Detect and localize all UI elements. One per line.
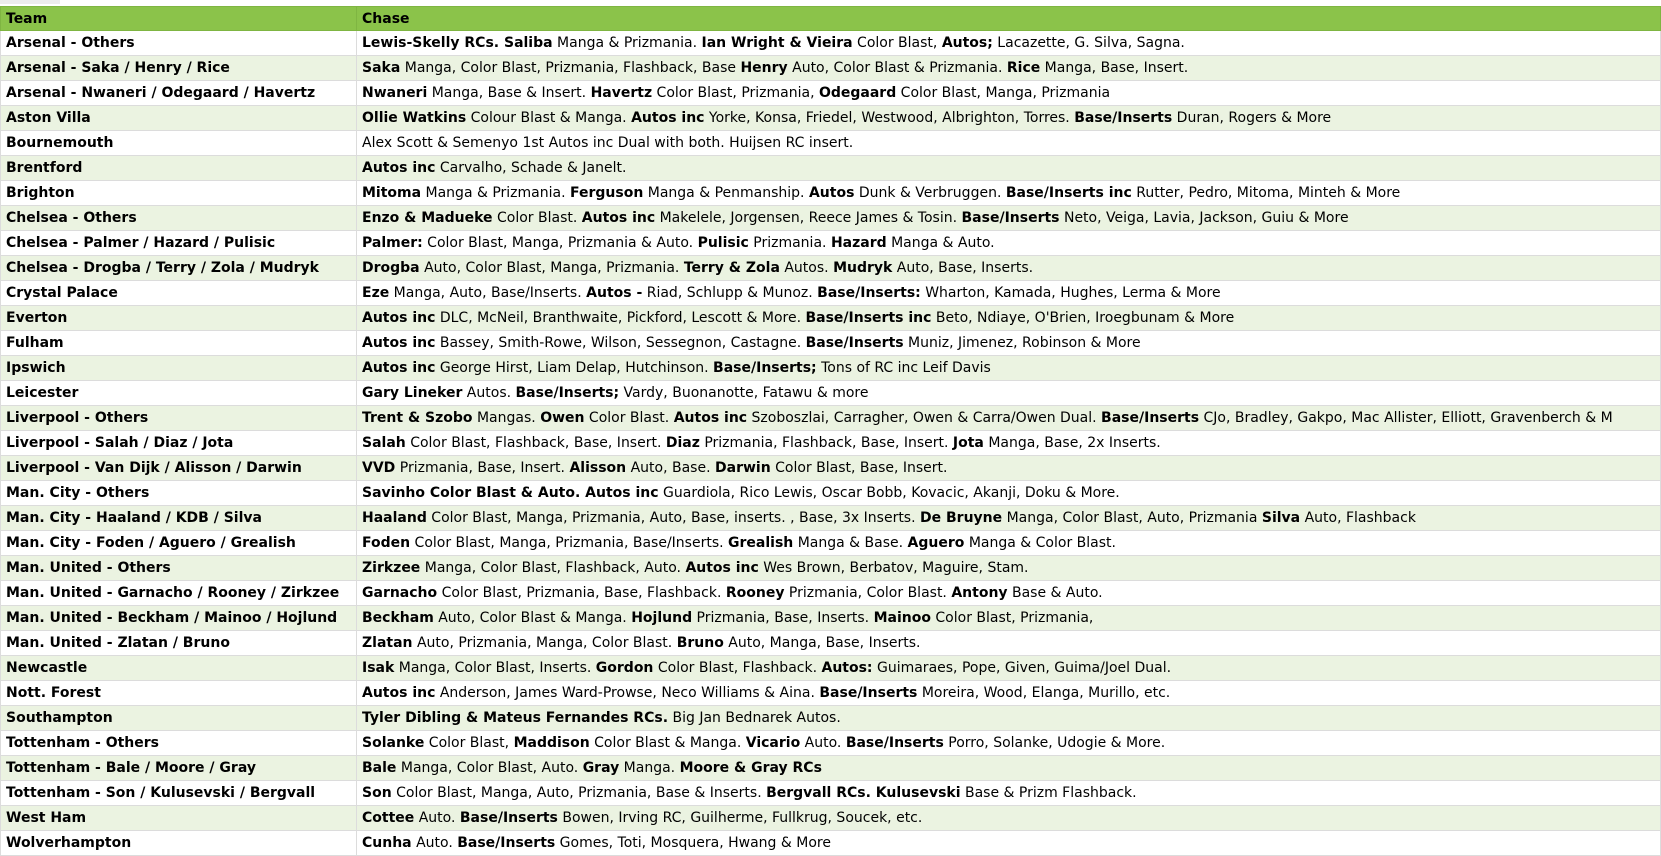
chase-cell[interactable] bbox=[357, 181, 1661, 206]
table-row bbox=[1, 581, 1661, 606]
chase-highlight: Odegaard bbox=[818, 85, 897, 101]
chase-text: Autos. bbox=[462, 385, 516, 401]
chase-highlight: Garnacho bbox=[362, 585, 438, 601]
team-cell[interactable]: Nott. Forest bbox=[1, 681, 357, 706]
header-row bbox=[1, 7, 1661, 31]
team-cell[interactable]: Liverpool - Salah / Diaz / Jota bbox=[1, 431, 357, 456]
chase-text: Makelele, Jorgensen, Reece James & Tosin. bbox=[655, 210, 962, 226]
chase-highlight: Base/Inserts bbox=[459, 810, 558, 826]
chase-text: Color Blast & Manga. bbox=[589, 735, 746, 751]
chase-highlight: Zirkzee bbox=[362, 560, 421, 576]
chase-highlight: Moore & Gray RCs bbox=[679, 760, 822, 776]
team-cell[interactable]: Tottenham - Son / Kulusevski / Bergvall bbox=[1, 781, 357, 806]
chase-highlight: Ian Wright & Vieira bbox=[701, 35, 853, 51]
header-team[interactable]: Team bbox=[1, 7, 357, 31]
chase-text: Carvalho, Schade & Janelt. bbox=[435, 160, 627, 176]
chase-highlight: Autos; bbox=[941, 35, 993, 51]
chase-highlight: Rice bbox=[1006, 60, 1041, 76]
team-cell[interactable]: Ipswich bbox=[1, 356, 357, 381]
chase-cell[interactable] bbox=[357, 506, 1661, 531]
chase-text: Color Blast. bbox=[584, 410, 674, 426]
table-row bbox=[1, 531, 1661, 556]
chase-cell[interactable] bbox=[357, 656, 1661, 681]
chase-text: Manga & Prizmania. bbox=[552, 35, 702, 51]
team-cell[interactable]: Arsenal - Others bbox=[1, 31, 357, 56]
table-row bbox=[1, 231, 1661, 256]
chase-text: Dunk & Verbruggen. bbox=[854, 185, 1006, 201]
header-chase[interactable]: Chase bbox=[357, 7, 1661, 31]
chase-highlight: Base/Inserts bbox=[845, 735, 944, 751]
table-row bbox=[1, 131, 1661, 156]
chase-cell[interactable] bbox=[357, 206, 1661, 231]
chase-text: Manga & Color Blast. bbox=[964, 535, 1116, 551]
chase-highlight: Savinho Color Blast & Auto. Autos inc bbox=[362, 485, 659, 501]
team-cell[interactable]: Chelsea - Drogba / Terry / Zola / Mudryk bbox=[1, 256, 357, 281]
chase-highlight: Mudryk bbox=[833, 260, 893, 276]
chase-text: Color Blast, Prizmania, Base, Flashback. bbox=[437, 585, 726, 601]
table-body bbox=[1, 31, 1661, 856]
table-row bbox=[1, 456, 1661, 481]
chase-cell[interactable] bbox=[357, 831, 1661, 856]
team-cell[interactable]: Fulham bbox=[1, 331, 357, 356]
chase-cell[interactable] bbox=[357, 481, 1661, 506]
chase-highlight: Beckham bbox=[362, 610, 434, 626]
chase-highlight: Saka bbox=[362, 60, 401, 76]
chase-cell[interactable] bbox=[357, 331, 1661, 356]
chase-cell[interactable] bbox=[357, 781, 1661, 806]
team-cell[interactable]: Man. City - Others bbox=[1, 481, 357, 506]
chase-text: CJo, Bradley, Gakpo, Mac Allister, Elliott, Gravenberch & M bbox=[1199, 410, 1613, 426]
chase-highlight: Enzo & Madueke bbox=[362, 210, 493, 226]
chase-text: Color Blast, Prizmania, bbox=[652, 85, 819, 101]
chase-cell[interactable] bbox=[357, 531, 1661, 556]
chase-highlight: Autos inc bbox=[362, 685, 436, 701]
team-chase-table bbox=[0, 6, 1661, 856]
table-row bbox=[1, 181, 1661, 206]
team-cell[interactable]: Everton bbox=[1, 306, 357, 331]
chase-text: Auto, Base, Inserts. bbox=[892, 260, 1034, 276]
chase-text: Rutter, Pedro, Mitoma, Minteh & More bbox=[1131, 185, 1401, 201]
chase-text: Manga, Auto, Base/Inserts. bbox=[389, 285, 587, 301]
team-cell[interactable]: Liverpool - Others bbox=[1, 406, 357, 431]
table-row bbox=[1, 756, 1661, 781]
chase-cell[interactable] bbox=[357, 806, 1661, 831]
chase-text: Manga, Color Blast, Auto. bbox=[396, 760, 583, 776]
chase-text: Auto, Manga, Base, Inserts. bbox=[723, 635, 921, 651]
chase-text: Auto. bbox=[414, 810, 460, 826]
chase-cell[interactable] bbox=[357, 106, 1661, 131]
chase-text: Auto, Color Blast & Manga. bbox=[433, 610, 632, 626]
chase-highlight: Tyler Dibling & Mateus Fernandes RCs. bbox=[362, 710, 669, 726]
table-row bbox=[1, 81, 1661, 106]
chase-cell[interactable] bbox=[357, 556, 1661, 581]
chase-cell[interactable] bbox=[357, 281, 1661, 306]
chase-text: Manga & Prizmania. bbox=[421, 185, 570, 201]
table-row bbox=[1, 481, 1661, 506]
chase-highlight: Gray bbox=[582, 760, 620, 776]
chase-highlight: Cottee bbox=[362, 810, 415, 826]
table-row bbox=[1, 381, 1661, 406]
chase-highlight: Base/Inserts: bbox=[817, 285, 921, 301]
chase-text: Manga, Base, 2x Inserts. bbox=[983, 435, 1161, 451]
team-cell[interactable]: Man. United - Garnacho / Rooney / Zirkzee bbox=[1, 581, 357, 606]
table-row bbox=[1, 706, 1661, 731]
chase-highlight: Autos bbox=[808, 185, 855, 201]
chase-text: Manga, Color Blast, Auto, Prizmania bbox=[1002, 510, 1262, 526]
chase-text: Manga, Base, Insert. bbox=[1040, 60, 1189, 76]
chase-text: Prizmania, Base, Insert. bbox=[395, 460, 570, 476]
chase-highlight: Foden bbox=[362, 535, 411, 551]
chase-highlight: Base/Inserts bbox=[1074, 110, 1173, 126]
chase-highlight: Darwin bbox=[715, 460, 771, 476]
chase-cell[interactable] bbox=[357, 731, 1661, 756]
table-row bbox=[1, 331, 1661, 356]
chase-text: Auto, Color Blast, Manga, Prizmania. bbox=[419, 260, 684, 276]
chase-text: Color Blast, Manga, Prizmania, Base/Inserts. bbox=[410, 535, 729, 551]
team-cell[interactable]: Brentford bbox=[1, 156, 357, 181]
chase-highlight: Owen bbox=[540, 410, 585, 426]
chase-text: Bowen, Irving RC, Guilherme, Fullkrug, Soucek, etc. bbox=[557, 810, 923, 826]
chase-highlight: Son bbox=[362, 785, 392, 801]
chase-text: Color Blast, bbox=[852, 35, 942, 51]
team-cell[interactable]: Man. United - Beckham / Mainoo / Hojlund bbox=[1, 606, 357, 631]
chase-highlight: Eze bbox=[362, 285, 390, 301]
table-row bbox=[1, 281, 1661, 306]
chase-text: Base & Prizm Flashback. bbox=[960, 785, 1137, 801]
chase-text: Porro, Solanke, Udogie & More. bbox=[943, 735, 1166, 751]
chase-highlight: Base/Inserts inc bbox=[805, 310, 932, 326]
chase-highlight: Hojlund bbox=[631, 610, 693, 626]
chase-cell[interactable] bbox=[357, 706, 1661, 731]
chase-highlight: Hazard bbox=[830, 235, 887, 251]
table-row bbox=[1, 431, 1661, 456]
team-cell[interactable]: Wolverhampton bbox=[1, 831, 357, 856]
chase-text: Auto, Base. bbox=[626, 460, 715, 476]
chase-text: Manga, Base & Insert. bbox=[427, 85, 591, 101]
chase-highlight: VVD bbox=[362, 460, 396, 476]
chase-highlight: Pulisic bbox=[697, 235, 749, 251]
chase-text: Color Blast, Base, Insert. bbox=[770, 460, 948, 476]
chase-text: Manga, Color Blast, Prizmania, Flashback, Base bbox=[400, 60, 741, 76]
team-cell[interactable]: Man. United - Others bbox=[1, 556, 357, 581]
chase-cell[interactable] bbox=[357, 231, 1661, 256]
chase-text: Auto, Prizmania, Manga, Color Blast. bbox=[412, 635, 677, 651]
chase-highlight: Salah bbox=[362, 435, 406, 451]
table-row bbox=[1, 56, 1661, 81]
chase-text: Color Blast, Manga, Prizmania bbox=[896, 85, 1111, 101]
chase-highlight: Base/Inserts bbox=[457, 835, 556, 851]
chase-text: Yorke, Konsa, Friedel, Westwood, Albrighton, Torres. bbox=[704, 110, 1075, 126]
chase-text: Neto, Veiga, Lavia, Jackson, Guiu & More bbox=[1059, 210, 1349, 226]
chase-text: Szoboszlai, Carragher, Owen & Carra/Owen Dual. bbox=[747, 410, 1102, 426]
team-cell[interactable]: Leicester bbox=[1, 381, 357, 406]
table-row bbox=[1, 406, 1661, 431]
chase-text: Anderson, James Ward-Prowse, Neco Williams & Aina. bbox=[435, 685, 820, 701]
chase-text: Manga & Base. bbox=[793, 535, 908, 551]
chase-highlight: Base/Inserts bbox=[961, 210, 1060, 226]
chase-highlight: Antony bbox=[951, 585, 1008, 601]
chase-text: Auto. bbox=[411, 835, 458, 851]
chase-highlight: Henry bbox=[740, 60, 788, 76]
chase-highlight: Terry & Zola bbox=[683, 260, 780, 276]
chase-highlight: Rooney bbox=[725, 585, 785, 601]
chase-text: Color Blast, bbox=[424, 735, 514, 751]
chase-cell[interactable] bbox=[357, 631, 1661, 656]
table-row bbox=[1, 656, 1661, 681]
chase-text: Big Jan Bednarek Autos. bbox=[668, 710, 841, 726]
chase-cell[interactable] bbox=[357, 406, 1661, 431]
chase-cell[interactable] bbox=[357, 306, 1661, 331]
table-row bbox=[1, 731, 1661, 756]
chase-cell[interactable] bbox=[357, 131, 1661, 156]
chase-highlight: Aguero bbox=[907, 535, 965, 551]
chase-highlight: Gary Lineker bbox=[362, 385, 463, 401]
chase-text: Color Blast. bbox=[492, 210, 582, 226]
chase-cell[interactable] bbox=[357, 156, 1661, 181]
team-cell[interactable]: Man. City - Haaland / KDB / Silva bbox=[1, 506, 357, 531]
chase-text: George Hirst, Liam Delap, Hutchinson. bbox=[435, 360, 714, 376]
team-cell[interactable]: Crystal Palace bbox=[1, 281, 357, 306]
chase-text: Muniz, Jimenez, Robinson & More bbox=[903, 335, 1141, 351]
chase-text: Prizmania. bbox=[748, 235, 831, 251]
chase-highlight: Vicario bbox=[745, 735, 801, 751]
chase-text: Color Blast, Manga, Auto, Prizmania, Base & Inserts. bbox=[391, 785, 767, 801]
chase-text: Lacazette, G. Silva, Sagna. bbox=[992, 35, 1185, 51]
chase-highlight: Autos inc bbox=[362, 335, 436, 351]
table-row bbox=[1, 106, 1661, 131]
chase-highlight: Autos inc bbox=[673, 410, 748, 426]
chase-cell[interactable] bbox=[357, 356, 1661, 381]
table-row bbox=[1, 606, 1661, 631]
table-row bbox=[1, 256, 1661, 281]
chase-text: Vardy, Buonanotte, Fatawu & more bbox=[619, 385, 869, 401]
chase-highlight: Nwaneri bbox=[362, 85, 428, 101]
chase-cell[interactable] bbox=[357, 431, 1661, 456]
chase-highlight: Lewis-Skelly RCs. Saliba bbox=[362, 35, 553, 51]
table-row bbox=[1, 31, 1661, 56]
team-cell[interactable]: Tottenham - Bale / Moore / Gray bbox=[1, 756, 357, 781]
chase-text: Prizmania, Base, Inserts. bbox=[692, 610, 874, 626]
chase-text: Gomes, Toti, Mosquera, Hwang & More bbox=[555, 835, 831, 851]
chase-text: Manga & Auto. bbox=[886, 235, 995, 251]
chase-highlight: Palmer: bbox=[362, 235, 423, 251]
chase-highlight: Autos inc bbox=[685, 560, 759, 576]
team-cell[interactable]: Brighton bbox=[1, 181, 357, 206]
team-cell[interactable]: Man. United - Zlatan / Bruno bbox=[1, 631, 357, 656]
table-row bbox=[1, 356, 1661, 381]
chase-text: Prizmania, Color Blast. bbox=[784, 585, 952, 601]
chase-highlight: Mainoo bbox=[873, 610, 931, 626]
chase-text: Auto, Flashback bbox=[1300, 510, 1416, 526]
chase-highlight: Autos inc bbox=[362, 160, 436, 176]
chase-text: Wharton, Kamada, Hughes, Lerma & More bbox=[920, 285, 1221, 301]
chase-highlight: Isak bbox=[362, 660, 395, 676]
chase-text: Mangas. bbox=[472, 410, 541, 426]
chase-highlight: Autos inc bbox=[362, 360, 436, 376]
chase-highlight: Autos inc bbox=[362, 310, 436, 326]
team-cell[interactable]: Man. City - Foden / Aguero / Grealish bbox=[1, 531, 357, 556]
chase-text: DLC, McNeil, Branthwaite, Pickford, Lescott & More. bbox=[435, 310, 806, 326]
chase-text: Beto, Ndiaye, O'Brien, Iroegbunam & More bbox=[931, 310, 1235, 326]
chase-highlight: Bale bbox=[362, 760, 397, 776]
chase-text: Color Blast, Prizmania, bbox=[930, 610, 1094, 626]
chase-highlight: Bergvall RCs. Kulusevski bbox=[766, 785, 961, 801]
chase-highlight: Trent & Szobo bbox=[362, 410, 473, 426]
chase-highlight: Base/Inserts bbox=[805, 335, 904, 351]
chase-text: Guimaraes, Pope, Given, Guima/Joel Dual. bbox=[872, 660, 1172, 676]
chase-cell[interactable] bbox=[357, 681, 1661, 706]
chase-text: Auto, Color Blast & Prizmania. bbox=[787, 60, 1007, 76]
table-row bbox=[1, 681, 1661, 706]
chase-highlight: Haaland bbox=[362, 510, 427, 526]
team-cell[interactable]: Arsenal - Saka / Henry / Rice bbox=[1, 56, 357, 81]
chase-text: Manga, Color Blast, Flashback, Auto. bbox=[420, 560, 686, 576]
chase-highlight: Autos inc bbox=[631, 110, 705, 126]
chase-text: Color Blast, Flashback, Base, Insert. bbox=[405, 435, 666, 451]
chase-text: Bassey, Smith-Rowe, Wilson, Sessegnon, Castagne. bbox=[435, 335, 806, 351]
chase-text: Color Blast, Manga, Prizmania & Auto. bbox=[422, 235, 698, 251]
chase-text: Auto. bbox=[800, 735, 846, 751]
team-cell[interactable]: Tottenham - Others bbox=[1, 731, 357, 756]
team-cell[interactable]: Southampton bbox=[1, 706, 357, 731]
chase-highlight: Ferguson bbox=[570, 185, 644, 201]
chase-cell[interactable] bbox=[357, 31, 1661, 56]
chase-text: Tons of RC inc Leif Davis bbox=[816, 360, 991, 376]
chase-highlight: Diaz bbox=[665, 435, 700, 451]
chase-highlight: Alisson bbox=[569, 460, 627, 476]
chase-highlight: De Bruyne bbox=[920, 510, 1003, 526]
chase-text: Manga & Penmanship. bbox=[643, 185, 809, 201]
chase-cell[interactable] bbox=[357, 256, 1661, 281]
chase-highlight: Base/Inserts bbox=[819, 685, 918, 701]
chase-text: Base & Auto. bbox=[1007, 585, 1103, 601]
table-row bbox=[1, 631, 1661, 656]
chase-text: Moreira, Wood, Elanga, Murillo, etc. bbox=[917, 685, 1171, 701]
chase-text: Manga. bbox=[619, 760, 680, 776]
team-cell[interactable]: Liverpool - Van Dijk / Alisson / Darwin bbox=[1, 456, 357, 481]
chase-highlight: Gordon bbox=[595, 660, 654, 676]
table-row bbox=[1, 831, 1661, 856]
chase-highlight: Ollie Watkins bbox=[362, 110, 467, 126]
chase-highlight: Zlatan bbox=[362, 635, 413, 651]
team-cell[interactable]: Chelsea - Others bbox=[1, 206, 357, 231]
table-row bbox=[1, 506, 1661, 531]
table-row bbox=[1, 806, 1661, 831]
team-cell[interactable]: West Ham bbox=[1, 806, 357, 831]
chase-highlight: Base/Inserts; bbox=[515, 385, 620, 401]
table-row bbox=[1, 206, 1661, 231]
chase-cell[interactable] bbox=[357, 56, 1661, 81]
chase-highlight: Autos - bbox=[586, 285, 643, 301]
table-row bbox=[1, 306, 1661, 331]
chase-cell[interactable] bbox=[357, 581, 1661, 606]
chase-highlight: Autos inc bbox=[581, 210, 656, 226]
chase-text: Alex Scott & Semenyo 1st Autos inc Dual with both. Huijsen RC insert. bbox=[362, 135, 854, 151]
chase-highlight: Maddison bbox=[513, 735, 590, 751]
team-cell[interactable]: Aston Villa bbox=[1, 106, 357, 131]
chase-highlight: Cunha bbox=[362, 835, 412, 851]
chase-highlight: Havertz bbox=[590, 85, 653, 101]
chase-highlight: Drogba bbox=[362, 260, 420, 276]
chase-text: Color Blast, Flashback. bbox=[653, 660, 822, 676]
chase-cell[interactable] bbox=[357, 606, 1661, 631]
chase-highlight: Bruno bbox=[676, 635, 724, 651]
chase-highlight: Base/Inserts bbox=[1101, 410, 1200, 426]
chase-highlight: Mitoma bbox=[362, 185, 422, 201]
chase-highlight: Jota bbox=[952, 435, 984, 451]
team-cell[interactable]: Arsenal - Nwaneri / Odegaard / Havertz bbox=[1, 81, 357, 106]
table-row bbox=[1, 781, 1661, 806]
chase-cell[interactable] bbox=[357, 456, 1661, 481]
team-cell[interactable]: Chelsea - Palmer / Hazard / Pulisic bbox=[1, 231, 357, 256]
chase-highlight: Autos: bbox=[821, 660, 873, 676]
chase-text: Prizmania, Flashback, Base, Insert. bbox=[699, 435, 953, 451]
table-row bbox=[1, 156, 1661, 181]
chase-text: Colour Blast & Manga. bbox=[466, 110, 632, 126]
team-cell[interactable]: Bournemouth bbox=[1, 131, 357, 156]
chase-text: Autos. bbox=[779, 260, 834, 276]
chase-highlight: Grealish bbox=[728, 535, 794, 551]
chase-text: Duran, Rogers & More bbox=[1172, 110, 1332, 126]
chase-highlight: Base/Inserts inc bbox=[1005, 185, 1132, 201]
chase-text: Guardiola, Rico Lewis, Oscar Bobb, Kovacic, Akanji, Doku & More. bbox=[658, 485, 1120, 501]
chase-text: Wes Brown, Berbatov, Maguire, Stam. bbox=[758, 560, 1029, 576]
chase-highlight: Base/Inserts; bbox=[713, 360, 817, 376]
chase-text: Riad, Schlupp & Munoz. bbox=[642, 285, 818, 301]
chase-text: Manga, Color Blast, Inserts. bbox=[394, 660, 596, 676]
table-row bbox=[1, 556, 1661, 581]
chase-cell[interactable] bbox=[357, 756, 1661, 781]
chase-highlight: Silva bbox=[1261, 510, 1301, 526]
chase-text: Color Blast, Manga, Prizmania, Auto, Base, inserts. , Base, 3x Inserts. bbox=[426, 510, 921, 526]
chase-highlight: Solanke bbox=[362, 735, 425, 751]
chase-cell[interactable] bbox=[357, 81, 1661, 106]
chase-cell[interactable] bbox=[357, 381, 1661, 406]
team-cell[interactable]: Newcastle bbox=[1, 656, 357, 681]
